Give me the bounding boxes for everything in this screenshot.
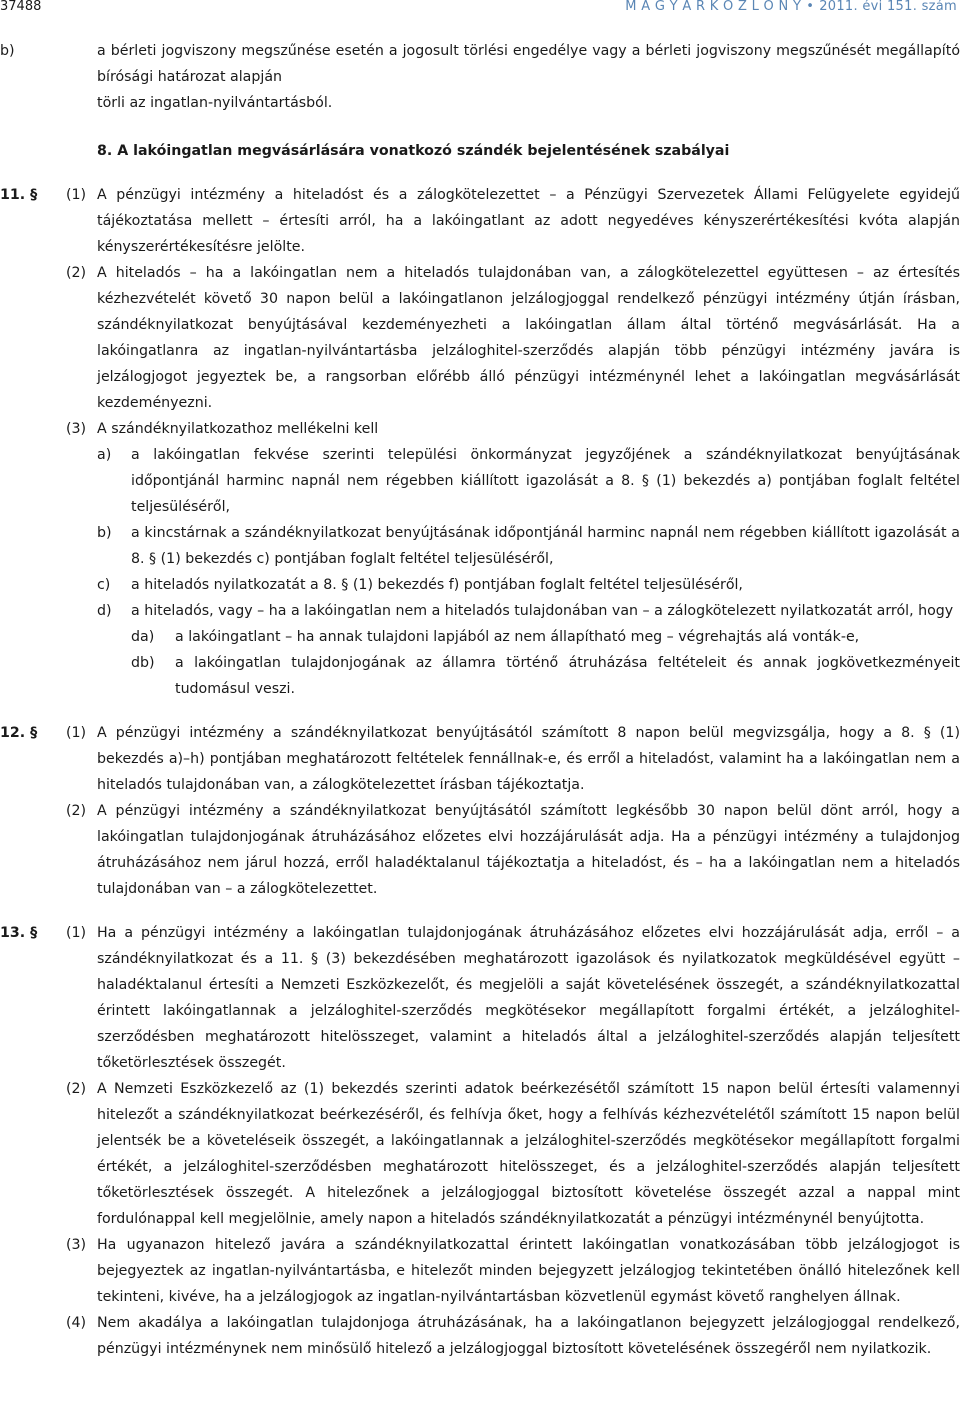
paragraph-13-2 — [0, 1076, 960, 1232]
paragraph-13-4 — [0, 1310, 960, 1362]
paragraph-11-2 — [0, 260, 960, 416]
document-body — [0, 38, 960, 1362]
subitem-label: da) — [131, 629, 155, 645]
paragraph-11-3 — [0, 416, 960, 442]
page-header — [0, 0, 960, 22]
list-item-c — [0, 572, 960, 598]
subsection-text: Nem akadálya a lakóingatlan tulajdonjoga átruházásának, ha a lakóingatlanon bejegyzett jelzálogjoggal rendelkező, pénzügyi intézménynek nem minősülő hitelező a jelzálogjoggal biztosított követelésének összegéről nem nyilatkozik. — [97, 1315, 960, 1357]
subitem-text: a lakóingatlant – ha annak tulajdoni lapjából az nem állapítható meg – végrehajtás alá vonták-e, — [175, 629, 860, 645]
subitem-label: db) — [131, 655, 155, 671]
issue-label: 2011. évi 151. szám — [819, 0, 957, 14]
intro-tail: törli az ingatlan-nyilvántartásból. — [97, 95, 333, 111]
subsection-text: A pénzügyi intézmény a szándéknyilatkozat benyújtásától számított legkésőbb 30 napon belül dönt arról, hogy a lakóingatlan tulajdonjogának átruházásához előzetes elvi hozzájárulását adja. Ha a pénzügyi intézmény a tulajdonjog átruházásához nem járul hozzá, erről haladéktalanul tájékoztatja a hiteladóst, és – ha a lakóingatlan nem a hiteladós tulajdonában van – a zálogkötelezettet. — [97, 803, 960, 897]
paragraph-number: 11. § — [0, 187, 38, 203]
item-label: c) — [97, 577, 111, 593]
list-item-d — [0, 598, 960, 624]
subsection-text: Ha a pénzügyi intézmény a lakóingatlan tulajdonjogának átruházásához előzetes elvi hozzájárulását adja, erről – a szándéknyilatkozat és a 11. § (3) bekezdésében meghatározott igazolások és nyilatkozatok megküldésével együtt – haladéktalanul értesíti a Nemzeti Eszközkezelőt, és megjelöli a saját követelésének összegét, a szándéknyilatkozattal érintett lakóingatlannak a jelzáloghitel-szerződés megkötésekor megállapított forgalmi értékét, a jelzáloghitel-szerződésben meghatározott hitelösszeget, valamint a hiteladós által a jelzáloghitel-szerződés alapján teljesített tőketörlesztések összegét. — [97, 925, 960, 1071]
subsection-label: (3) — [66, 421, 87, 437]
section-heading: 8. A lakóingatlan megvásárlására vonatkozó szándék bejelentésének szabályai — [97, 143, 730, 159]
item-text: a hiteladós nyilatkozatát a 8. § (1) bekezdés f) pontjában foglalt feltétel teljesüléséről, — [131, 577, 743, 593]
page-number: 37488 — [0, 0, 42, 14]
subsection-label: (1) — [66, 925, 87, 941]
subsection-text: A hiteladós – ha a lakóingatlan nem a hiteladós tulajdonában van, a zálogkötelezettel együttesen – az értesítés kézhezvételét követő 30 napon belül a lakóingatlanon jelzálogjoggal rendelkező pénzügyi intézmény útján írásban, szándéknyilatkozat benyújtásával kezdeményezheti a lakóingatlan állam által történő megvásárlását. Ha a lakóingatlanra az ingatlan-nyilvántartásba jelzáloghitel-szerződés alapján több pénzügyi intézmény javára is jelzálogjogot jegyeztek be, a rangsorban előrébb álló pénzügyi intézménynél lehet a lakóingatlan megvásárlását kezdeményezni. — [97, 265, 960, 411]
journal-name: M A G Y A R K Ö Z L Ö N Y — [625, 0, 802, 14]
subsection-label: (2) — [66, 265, 87, 281]
item-label: d) — [97, 603, 112, 619]
subsection-label: (1) — [66, 187, 87, 203]
item-label: a) — [97, 447, 112, 463]
paragraph-12-2 — [0, 798, 960, 902]
item-label: b) — [97, 525, 112, 541]
subsection-label: (2) — [66, 803, 87, 819]
subitem-text: a lakóingatlan tulajdonjogának az államra történő átruházása feltételeit és annak jogkövetkezményeit tudomásul veszi. — [175, 655, 960, 697]
list-subitem-db — [0, 650, 960, 702]
paragraph-13-3 — [0, 1232, 960, 1310]
subsection-text: Ha ugyanazon hitelező javára a szándéknyilatkozattal érintett lakóingatlan vonatkozásában több jelzálogjogot is bejegyeztek az ingatlan-nyilvántartásba, e hitelezőt minden bejegyzett jelzálogjog tekintetében önálló hitelezőnek kell tekinteni, kivéve, ha a jelzálogjogok az ingatlan-nyilvántartásban közvetlenül egymást követő ranghelyen állnak. — [97, 1237, 960, 1305]
item-text: a hiteladós, vagy – ha a lakóingatlan nem a hiteladós tulajdonában van – a zálogkötelezett nyilatkozatát arról, hogy — [131, 603, 954, 619]
item-text: a bérleti jogviszony megszűnése esetén a jogosult törlési engedélye vagy a bérleti jogviszony megszűnését megállapító bírósági határozat alapján — [97, 43, 960, 85]
paragraph-number: 12. § — [0, 725, 38, 741]
intro-item-b — [0, 38, 960, 90]
subsection-text: A szándéknyilatkozathoz mellékelni kell — [97, 421, 379, 437]
subsection-label: (1) — [66, 725, 87, 741]
paragraph-13-1 — [0, 920, 960, 1076]
list-item-a — [0, 442, 960, 520]
item-label: b) — [0, 43, 15, 59]
journal-title — [625, 0, 957, 14]
item-text: a lakóingatlan fekvése szerinti települési önkormányzat jegyzőjének a szándéknyilatkozat benyújtásának időpontjánál harminc napnál nem régebben kiállított igazolását a 8. § (1) bekezdés a) pontjában foglalt feltétel teljesüléséről, — [131, 447, 960, 515]
list-subitem-da — [0, 624, 960, 650]
subsection-label: (4) — [66, 1315, 87, 1331]
bullet-separator: • — [806, 0, 815, 14]
subsection-label: (3) — [66, 1237, 87, 1253]
subsection-text: A pénzügyi intézmény a hiteladóst és a zálogkötelezettet – a Pénzügyi Szervezetek Állami Felügyelete egyidejű tájékoztatása mellett – értesíti arról, ha a lakóingatlant az adott negyedéves kényszerértékesítési kvóta alapján kényszerértékesítésre jelölte. — [97, 187, 960, 255]
paragraph-number: 13. § — [0, 925, 38, 941]
paragraph-12-1 — [0, 720, 960, 798]
list-item-b — [0, 520, 960, 572]
paragraph-11-1 — [0, 182, 960, 260]
item-text: a kincstárnak a szándéknyilatkozat benyújtásának időpontjánál harminc napnál nem régebben kiállított igazolását a 8. § (1) bekezdés c) pontjában foglalt feltétel teljesüléséről, — [131, 525, 960, 567]
subsection-label: (2) — [66, 1081, 87, 1097]
subsection-text: A pénzügyi intézmény a szándéknyilatkozat benyújtásától számított 8 napon belül megvizsgálja, hogy a 8. § (1) bekezdés a)–h) pontjában meghatározott feltételek fennállnak-e, és erről a hiteladóst, valamint ha a lakóingatlan nem a hiteladós tulajdonában van, a zálogkötelezettet írásban tájékoztatja. — [97, 725, 960, 793]
subsection-text: A Nemzeti Eszközkezelő az (1) bekezdés szerinti adatok beérkezésétől számított 15 napon belül értesíti valamennyi hitelezőt a szándéknyilatkozat beérkezéséről, és felhívja őket, hogy a felhívás kézhezvételétől számított 15 napon belül jelentsék be a követeléseik összegét, a lakóingatlannak a jelzáloghitel-szerződés megkötésekor megállapított forgalmi értékét, a jelzáloghitel-szerződésben meghatározott hitelösszeget, és a jelzáloghitel-szerződés alapján teljesített tőketörlesztések összegét. A hitelezőnek a jelzálogjoggal biztosított követelése összegét azzal a nappal mint fordulónappal kell megjelölnie, amely napon a hiteladós szándéknyilatkozatát a pénzügyi intézménynél benyújtotta. — [97, 1081, 960, 1227]
